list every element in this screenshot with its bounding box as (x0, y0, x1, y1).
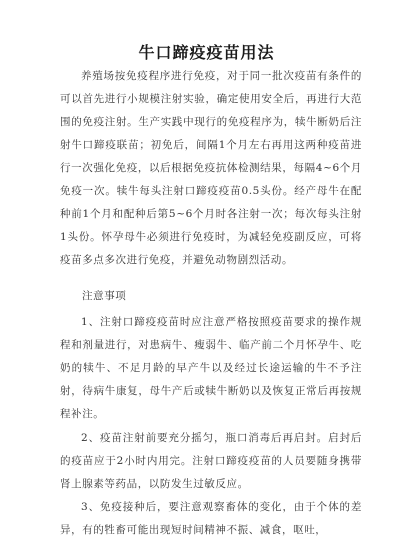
note-paragraph-3: 3、免疫接种后，要注意观察畜体的变化，由于个体的差异，有的牲畜可能出现短时间精神不振、减食，呕吐， (60, 501, 362, 536)
note-paragraph-1: 1、注射口蹄疫疫苗时应注意严格按照疫苗要求的操作规程和剂量进行，对患病牛、瘦弱牛、临产前二个月怀孕牛、吃奶的犊牛、不足月龄的早产牛以及经过长途运输的牛不予注射，待病牛康复，母牛产后或犊牛断奶以及恢复正常后再按规程补注。 (60, 316, 362, 420)
note-paragraph-2: 2、疫苗注射前要充分摇匀，瓶口消毒后再启封。启封后的疫苗应于2小时内用完。注射口蹄疫疫苗的人员要随身携带肾上腺素等药品，以防发生过敏反应。 (60, 432, 362, 490)
notes-heading: 注意事项 (82, 290, 127, 302)
intro-paragraph: 养殖场按免疫程序进行免疫，对于同一批次疫苗有条件的可以首先进行小规模注射实验，确定使用安全后，再进行大范围的免疫注射。生产实践中现行的免疫程序为，犊牛断奶后注射牛口蹄疫联苗；初免后，间隔1个月左右再用这两种疫苗进行一次强化免疫，以后根据免疫抗体检测结果，每隔4~6个月免疫一次。犊牛每头注射口蹄疫疫苗0.5头份。经产母牛在配种前1个月和配种后第5~6个月时各注射一次；每次每头注射1头份。怀孕母牛必须进行免疫时，为减轻免疫副反应，可将疫苗多点多次进行免疫，并避免动物剧烈活动。 (60, 70, 362, 266)
document-title: 牛口蹄疫疫苗用法 (138, 43, 275, 62)
